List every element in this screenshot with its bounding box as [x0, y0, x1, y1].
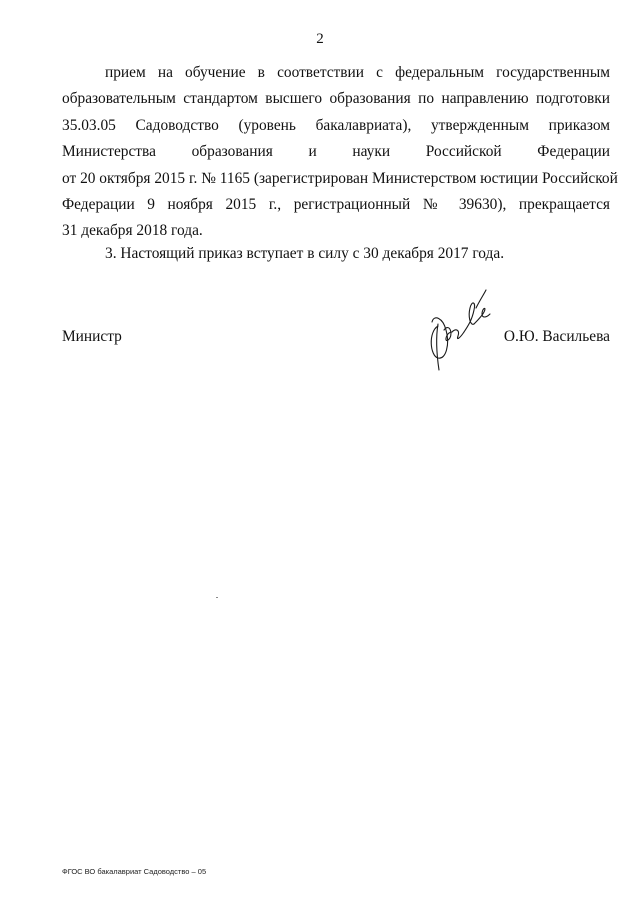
paragraph-line: 31 декабря 2018 года.: [62, 222, 203, 240]
signer-title: Министр: [62, 328, 122, 345]
paragraph-line: образовательным стандартом высшего образования по направлению подготовки: [62, 90, 610, 108]
signer-name: О.Ю. Васильева: [503, 328, 610, 345]
document-footer: ФГОС ВО бакалавриат Садоводство – 05: [62, 867, 207, 876]
signature-block: [62, 328, 610, 358]
body-paragraph: [62, 60, 618, 245]
effective-date-paragraph: [62, 241, 610, 267]
paragraph-line: Министерства образования и науки Российской Федерации: [62, 143, 610, 161]
handwritten-signature: [424, 286, 504, 372]
paragraph-line: от 20 октября 2015 г. № 1165 (зарегистрирован Министерством юстиции Российской: [62, 169, 618, 187]
paragraph-line: 3. Настоящий приказ вступает в силу с 30 декабря 2017 года.: [105, 245, 505, 262]
scan-speck: [216, 597, 218, 598]
page-number: 2: [316, 31, 324, 47]
paragraph-line: Федерации 9 ноября 2015 г., регистрационный № 39630), прекращается: [62, 195, 610, 213]
paragraph-line: прием на обучение в соответствии с федеральным государственным: [105, 64, 610, 81]
paragraph-line: 35.03.05 Садоводство (уровень бакалавриата), утвержденным приказом: [62, 116, 610, 134]
